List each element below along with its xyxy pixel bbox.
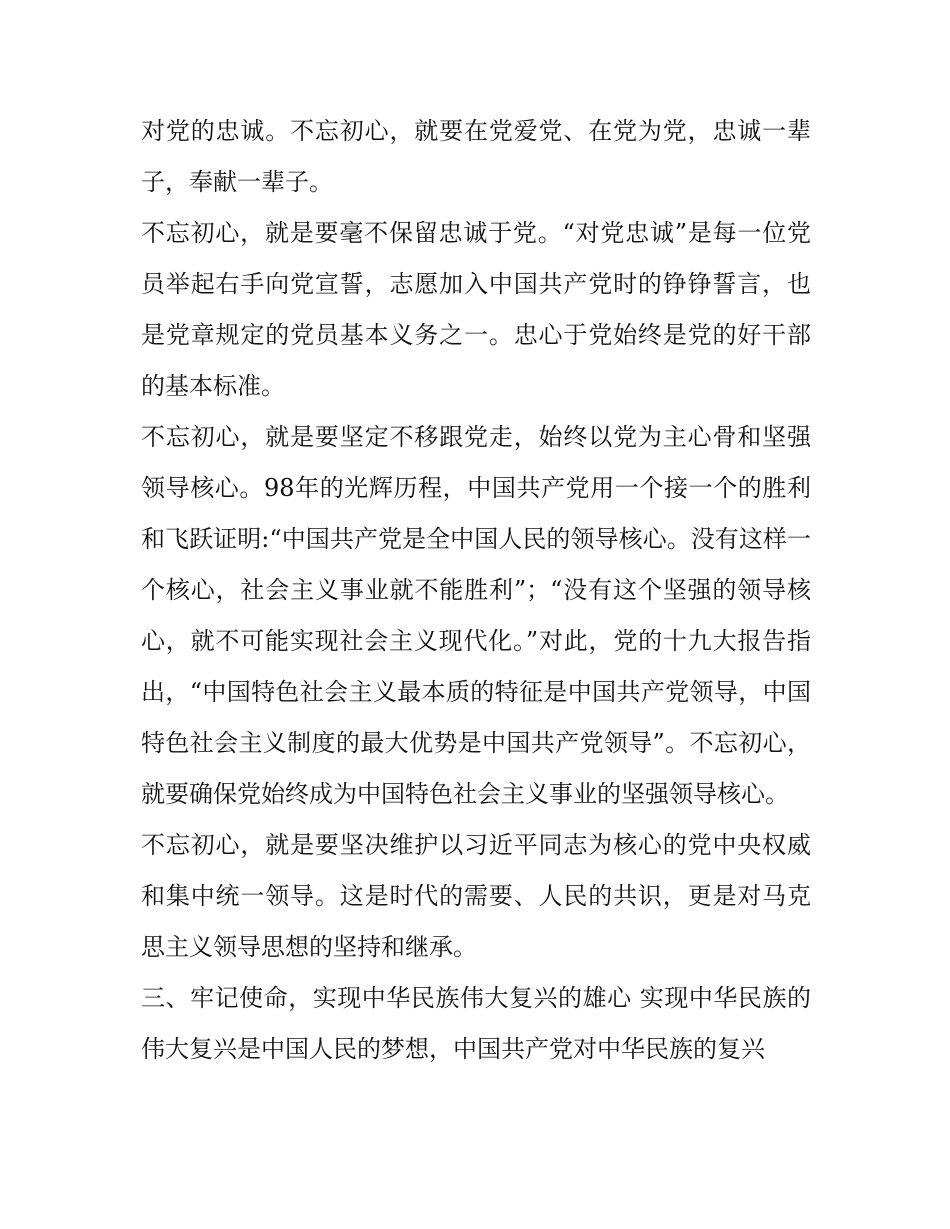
- paragraph-follow-party: 不忘初心，就是要坚定不移跟党走，始终以党为主心骨和坚强领导核心。98年的光辉历程，中国共产党用一个接一个的胜利和飞跃证明:“中国共产党是全中国人民的领导核心。没有这样一个核心，社会主义事业就不能胜利”；“没有这个坚强的领导核心，就不可能实现社会主义现代化。”对此，党的十九大报告指出，“中国特色社会主义最本质的特征是中国共产党领导，中国特色社会主义制度的最大优势是中国共产党领导”。不忘初心，就要确保党始终成为中国特色社会主义事业的坚强领导核心。: [141, 423, 811, 808]
- paragraph-loyalty-lifetime: 对党的忠诚。不忘初心，就要在党爱党、在党为党，忠诚一辈子，奉献一辈子。: [141, 117, 811, 196]
- paragraph-section-three-mission: 三、牢记使命，实现中华民族伟大复兴的雄心 实现中华民族的伟大复兴是中国人民的梦想，中国共产党对中华民族的复兴: [141, 984, 811, 1063]
- document-body: [141, 106, 811, 1075]
- paragraph-uphold-central-authority: 不忘初心，就是要坚决维护以习近平同志为核心的党中央权威和集中统一领导。这是时代的需要、人民的共识，更是对马克思主义领导思想的坚持和继承。: [141, 831, 811, 961]
- paragraph-loyal-to-party: 不忘初心，就是要毫不保留忠诚于党。“对党忠诚”是每一位党员举起右手向党宣誓，志愿加入中国共产党时的铮铮誓言，也是党章规定的党员基本义务之一。忠心于党始终是党的好干部的基本标准。: [141, 219, 811, 400]
